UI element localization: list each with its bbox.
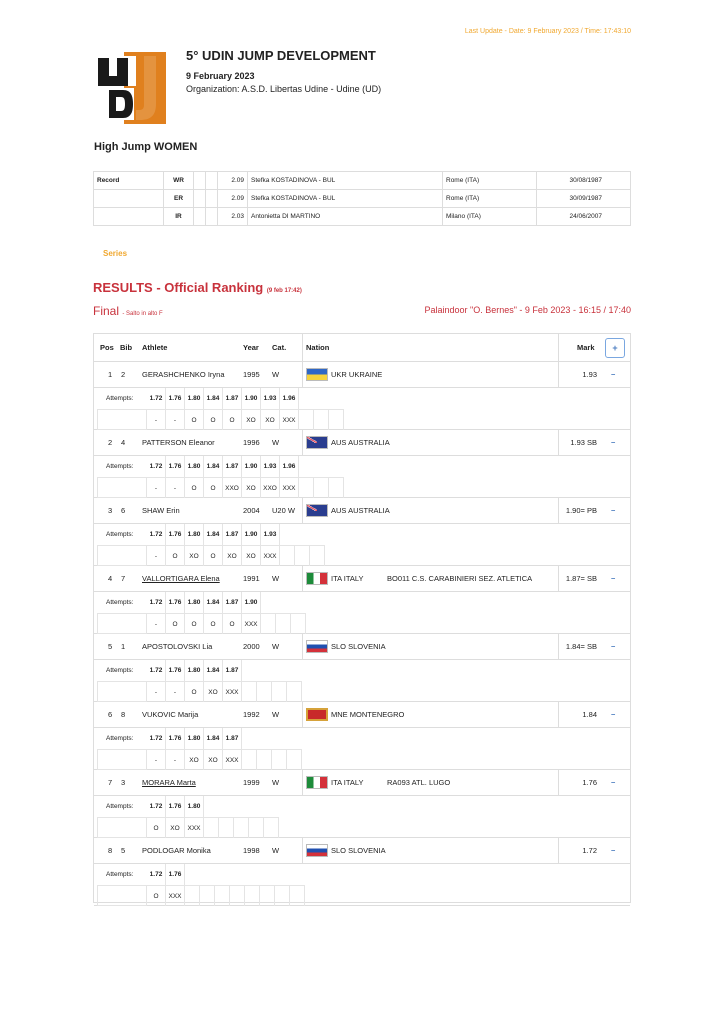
athlete-name: SHAW Erin — [142, 506, 180, 515]
col-mark: Mark — [577, 343, 595, 352]
height: 1.93 — [261, 524, 280, 545]
flag-icon — [306, 776, 328, 789]
record-type: ER — [164, 190, 194, 208]
flag-icon — [306, 844, 328, 857]
athlete-row — [94, 498, 630, 524]
category: W — [272, 370, 280, 379]
record-row — [94, 208, 631, 226]
records-label: Record — [94, 172, 164, 190]
attempts-label: Attempts: — [106, 803, 134, 810]
athlete-name[interactable]: MORARA Marta — [142, 778, 196, 787]
attempts-label: Attempts: — [106, 735, 134, 742]
attempt-result: XO — [204, 681, 223, 702]
attempt-result: XO — [185, 749, 204, 770]
mark: 1.93 SB — [570, 438, 597, 447]
mark: 1.93 — [582, 370, 597, 379]
record-place: Rome (ITA) — [443, 172, 537, 190]
height: 1.76 — [166, 388, 185, 409]
athlete-name[interactable]: VALLORTIGARA Elena — [142, 574, 220, 583]
attempt-result: - — [166, 749, 185, 770]
record-type: WR — [164, 172, 194, 190]
attempt-result: O — [204, 477, 223, 498]
attempt-result: XXX — [223, 749, 242, 770]
height: 1.72 — [147, 796, 166, 817]
height: 1.72 — [147, 660, 166, 681]
record-athlete: Stefka KOSTADINOVA - BUL — [248, 190, 443, 208]
height: 1.80 — [185, 456, 204, 477]
athlete-name: GERASHCHENKO Iryna — [142, 370, 225, 379]
expand-all-button[interactable]: + — [605, 338, 625, 358]
attempts-row — [94, 388, 630, 430]
attempt-result: - — [147, 681, 166, 702]
attempt-result: O — [147, 817, 166, 838]
bib: 3 — [121, 778, 126, 787]
series-link[interactable]: Series — [103, 249, 128, 258]
club: RA093 ATL. LUGO — [387, 778, 451, 787]
attempt-result: XXX — [261, 545, 280, 566]
height: 1.76 — [166, 864, 185, 885]
record-row — [94, 172, 631, 190]
record-type: IR — [164, 208, 194, 226]
height: 1.80 — [185, 660, 204, 681]
position: 6 — [108, 710, 113, 719]
position: 2 — [108, 438, 113, 447]
attempts-label: Attempts: — [106, 463, 134, 470]
height: 1.96 — [280, 456, 299, 477]
height: 1.72 — [147, 592, 166, 613]
category: W — [272, 710, 280, 719]
attempts-label: Attempts: — [106, 599, 134, 606]
athlete-name: APOSTOLOVSKI Lia — [142, 642, 213, 651]
attempt-result: XO — [242, 477, 261, 498]
records-table — [93, 171, 631, 226]
attempt-result: - — [147, 545, 166, 566]
bib: 2 — [121, 370, 126, 379]
col-bib: Bib — [120, 343, 133, 352]
attempts-row — [94, 728, 630, 770]
collapse-icon[interactable]: − — [611, 642, 616, 651]
collapse-icon[interactable]: − — [611, 778, 616, 787]
bib: 4 — [121, 438, 126, 447]
birth-year: 2000 — [243, 642, 260, 651]
birth-year: 1992 — [243, 710, 260, 719]
category: W — [272, 846, 280, 855]
col-pos: Pos — [100, 343, 114, 352]
mark: 1.76 — [582, 778, 597, 787]
collapse-icon[interactable]: − — [611, 438, 616, 447]
attempt-result: - — [166, 681, 185, 702]
club: BO011 C.S. CARABINIERI SEZ. ATLETICA — [387, 574, 533, 583]
flag-icon — [306, 572, 328, 585]
height: 1.87 — [223, 388, 242, 409]
height: 1.80 — [185, 524, 204, 545]
mark: 1.90= PB — [565, 506, 597, 515]
collapse-icon[interactable]: − — [611, 846, 616, 855]
col-nation: Nation — [306, 343, 330, 352]
record-date: 30/08/1987 — [537, 172, 631, 190]
bib: 1 — [121, 642, 126, 651]
attempt-result: O — [185, 613, 204, 634]
position: 7 — [108, 778, 113, 787]
meeting-date: 9 February 2023 — [186, 71, 255, 81]
attempts-row — [94, 524, 630, 566]
athlete-row — [94, 770, 630, 796]
height: 1.72 — [147, 456, 166, 477]
attempts-row — [94, 592, 630, 634]
attempt-result: XXO — [261, 477, 280, 498]
attempt-result: O — [223, 409, 242, 430]
athlete-row — [94, 430, 630, 456]
attempt-result: - — [147, 477, 166, 498]
position: 5 — [108, 642, 113, 651]
height: 1.90 — [242, 388, 261, 409]
height: 1.80 — [185, 388, 204, 409]
height: 1.72 — [147, 524, 166, 545]
height: 1.84 — [204, 456, 223, 477]
height: 1.84 — [204, 728, 223, 749]
collapse-icon[interactable]: − — [611, 710, 616, 719]
flag-icon — [306, 368, 328, 381]
height: 1.93 — [261, 456, 280, 477]
athlete-row — [94, 566, 630, 592]
athlete-row — [94, 702, 630, 728]
attempt-result: XO — [242, 545, 261, 566]
flag-icon — [306, 708, 328, 721]
attempt-result: XO — [242, 409, 261, 430]
birth-year: 1996 — [243, 438, 260, 447]
results-title — [93, 280, 302, 295]
mark: 1.87= SB — [565, 574, 597, 583]
mark: 1.84 — [582, 710, 597, 719]
collapse-icon[interactable]: − — [611, 370, 616, 379]
height: 1.87 — [223, 524, 242, 545]
height: 1.76 — [166, 728, 185, 749]
nation: SLO SLOVENIA — [331, 642, 386, 651]
attempt-result: O — [185, 409, 204, 430]
last-update: Last Update - Date: 9 February 2023 / Time: 17:43:10 — [464, 28, 631, 35]
record-date: 24/06/2007 — [537, 208, 631, 226]
attempt-result: O — [204, 613, 223, 634]
height: 1.84 — [204, 660, 223, 681]
attempts-label: Attempts: — [106, 395, 134, 402]
final-label — [93, 304, 163, 318]
height: 1.87 — [223, 660, 242, 681]
attempt-result: XXX — [242, 613, 261, 634]
birth-year: 1995 — [243, 370, 260, 379]
attempt-result: XXX — [166, 885, 185, 906]
collapse-icon[interactable]: − — [611, 574, 616, 583]
udj-logo — [96, 52, 166, 124]
results-table — [93, 333, 631, 903]
attempt-result: - — [166, 477, 185, 498]
attempts-row — [94, 864, 630, 906]
attempt-result: XXX — [280, 477, 299, 498]
col-athlete: Athlete — [142, 343, 168, 352]
attempt-result: XXX — [280, 409, 299, 430]
nation: AUS AUSTRALIA — [331, 438, 390, 447]
venue-info: Palaindoor "O. Bernes" - 9 Feb 2023 - 16:15 / 17:40 — [424, 305, 631, 315]
athlete-row — [94, 634, 630, 660]
athlete-name: PODLOGAR Monika — [142, 846, 211, 855]
mark: 1.84= SB — [565, 642, 597, 651]
attempt-result: O — [166, 545, 185, 566]
results-title-text: RESULTS - Official Ranking — [93, 280, 264, 295]
height: 1.84 — [204, 592, 223, 613]
attempt-result: XO — [185, 545, 204, 566]
attempts-label: Attempts: — [106, 531, 134, 538]
attempt-result: XO — [204, 749, 223, 770]
mark: 1.72 — [582, 846, 597, 855]
attempt-result: - — [166, 409, 185, 430]
position: 4 — [108, 574, 113, 583]
final-subtitle: - Salto in alto F — [122, 311, 163, 317]
attempt-result: O — [223, 613, 242, 634]
height: 1.76 — [166, 456, 185, 477]
height: 1.90 — [242, 592, 261, 613]
height: 1.72 — [147, 388, 166, 409]
height: 1.76 — [166, 796, 185, 817]
col-year: Year — [243, 343, 259, 352]
height: 1.80 — [185, 796, 204, 817]
attempt-result: O — [147, 885, 166, 906]
record-place: Rome (ITA) — [443, 190, 537, 208]
attempt-result: XXX — [223, 681, 242, 702]
nation: SLO SLOVENIA — [331, 846, 386, 855]
bib: 6 — [121, 506, 126, 515]
attempt-result: XXX — [185, 817, 204, 838]
table-header — [94, 334, 630, 362]
nation: UKR UKRAINE — [331, 370, 383, 379]
bib: 8 — [121, 710, 126, 719]
height: 1.90 — [242, 524, 261, 545]
height: 1.87 — [223, 592, 242, 613]
birth-year: 1999 — [243, 778, 260, 787]
height: 1.80 — [185, 728, 204, 749]
height: 1.76 — [166, 524, 185, 545]
category: W — [272, 778, 280, 787]
record-place: Milano (ITA) — [443, 208, 537, 226]
record-athlete: Antonietta DI MARTINO — [248, 208, 443, 226]
record-row — [94, 190, 631, 208]
position: 3 — [108, 506, 113, 515]
final-text: Final — [93, 304, 120, 318]
height: 1.72 — [147, 728, 166, 749]
height: 1.87 — [223, 456, 242, 477]
position: 1 — [108, 370, 113, 379]
athlete-name: VUKOVIC Marija — [142, 710, 199, 719]
flag-icon — [306, 640, 328, 653]
flag-icon — [306, 504, 328, 517]
height: 1.93 — [261, 388, 280, 409]
nation: AUS AUSTRALIA — [331, 506, 390, 515]
height: 1.84 — [204, 524, 223, 545]
birth-year: 1998 — [243, 846, 260, 855]
attempts-row — [94, 796, 630, 838]
attempt-result: O — [185, 681, 204, 702]
attempt-result: O — [204, 409, 223, 430]
attempt-result: XXO — [223, 477, 242, 498]
attempt-result: - — [147, 613, 166, 634]
attempt-result: XO — [261, 409, 280, 430]
organization: Organization: A.S.D. Libertas Udine - Udine (UD) — [186, 84, 382, 94]
height: 1.76 — [166, 660, 185, 681]
attempts-label: Attempts: — [106, 871, 134, 878]
height: 1.96 — [280, 388, 299, 409]
attempt-result: - — [147, 409, 166, 430]
meeting-title: 5° UDIN JUMP DEVELOPMENT — [186, 48, 376, 63]
record-mark: 2.03 — [218, 208, 248, 226]
record-date: 30/09/1987 — [537, 190, 631, 208]
birth-year: 1991 — [243, 574, 260, 583]
record-mark: 2.09 — [218, 172, 248, 190]
nation: MNE MONTENEGRO — [331, 710, 405, 719]
nation: ITA ITALY — [331, 778, 364, 787]
height: 1.80 — [185, 592, 204, 613]
height: 1.90 — [242, 456, 261, 477]
collapse-icon[interactable]: − — [611, 506, 616, 515]
height: 1.76 — [166, 592, 185, 613]
col-cat: Cat. — [272, 343, 287, 352]
athlete-row — [94, 838, 630, 864]
results-time: (9 feb 17:42) — [266, 288, 302, 294]
category: U20 W — [272, 506, 295, 515]
athlete-name: PATTERSON Eleanor — [142, 438, 215, 447]
birth-year: 2004 — [243, 506, 260, 515]
athlete-row — [94, 362, 630, 388]
category: W — [272, 574, 280, 583]
position: 8 — [108, 846, 113, 855]
attempt-result: XO — [223, 545, 242, 566]
attempt-result: O — [185, 477, 204, 498]
record-mark: 2.09 — [218, 190, 248, 208]
flag-icon — [306, 436, 328, 449]
category: W — [272, 642, 280, 651]
category: W — [272, 438, 280, 447]
attempt-result: XO — [166, 817, 185, 838]
bib: 5 — [121, 846, 126, 855]
record-athlete: Stefka KOSTADINOVA - BUL — [248, 172, 443, 190]
attempt-result: - — [147, 749, 166, 770]
height: 1.84 — [204, 388, 223, 409]
attempt-result: O — [204, 545, 223, 566]
attempts-row — [94, 660, 630, 702]
event-title: High Jump WOMEN — [94, 141, 198, 153]
bib: 7 — [121, 574, 126, 583]
attempts-label: Attempts: — [106, 667, 134, 674]
nation: ITA ITALY — [331, 574, 364, 583]
height: 1.72 — [147, 864, 166, 885]
attempt-result: O — [166, 613, 185, 634]
attempts-row — [94, 456, 630, 498]
height: 1.87 — [223, 728, 242, 749]
